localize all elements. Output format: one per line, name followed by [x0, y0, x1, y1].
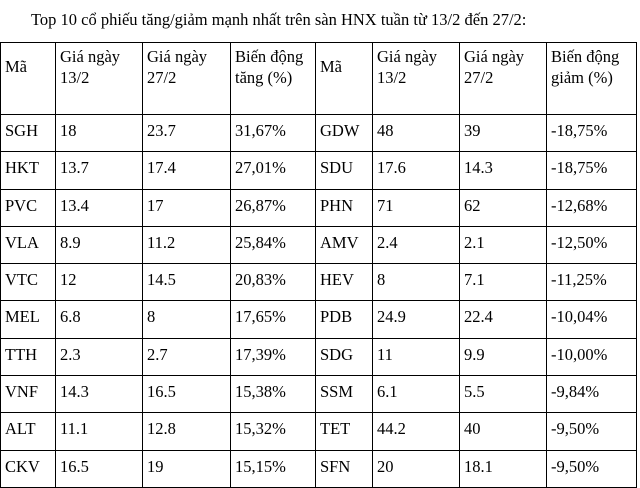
cell-gia-27-2-tang: 17 [143, 189, 231, 226]
cell-ma-tang: VNF [1, 376, 56, 413]
table-row [1, 264, 637, 301]
table-row [1, 413, 637, 450]
cell-bien-dong-giam: -10,04% [547, 301, 637, 338]
cell-gia-13-2-giam: 48 [373, 115, 460, 152]
cell-gia-13-2-tang: 13.4 [56, 189, 143, 226]
table-row [1, 376, 637, 413]
cell-bien-dong-giam: -10,00% [547, 338, 637, 375]
cell-gia-13-2-giam: 24.9 [373, 301, 460, 338]
cell-gia-27-2-giam: 7.1 [460, 264, 547, 301]
cell-gia-27-2-tang: 16.5 [143, 376, 231, 413]
table-row [1, 115, 637, 152]
cell-gia-27-2-giam: 18.1 [460, 450, 547, 487]
cell-ma-tang: MEL [1, 301, 56, 338]
cell-gia-27-2-giam: 40 [460, 413, 547, 450]
table-row [1, 189, 637, 226]
cell-bien-dong-giam: -9,50% [547, 413, 637, 450]
cell-ma-tang: VTC [1, 264, 56, 301]
cell-gia-27-2-tang: 17.4 [143, 152, 231, 189]
cell-bien-dong-tang: 31,67% [231, 115, 316, 152]
cell-gia-13-2-giam: 11 [373, 338, 460, 375]
cell-bien-dong-tang: 15,32% [231, 413, 316, 450]
header-gia-13-2-giam: Giá ngày 13/2 [373, 43, 460, 115]
cell-gia-13-2-giam: 8 [373, 264, 460, 301]
cell-gia-13-2-giam: 20 [373, 450, 460, 487]
table-row [1, 226, 637, 263]
cell-ma-giam: PHN [316, 189, 373, 226]
cell-gia-13-2-tang: 16.5 [56, 450, 143, 487]
cell-gia-27-2-tang: 14.5 [143, 264, 231, 301]
cell-gia-13-2-tang: 6.8 [56, 301, 143, 338]
cell-ma-giam: SDU [316, 152, 373, 189]
cell-gia-13-2-tang: 18 [56, 115, 143, 152]
cell-ma-giam: GDW [316, 115, 373, 152]
header-gia-27-2-tang: Giá ngày 27/2 [143, 43, 231, 115]
cell-bien-dong-tang: 20,83% [231, 264, 316, 301]
cell-ma-tang: PVC [1, 189, 56, 226]
header-gia-27-2-giam: Giá ngày 27/2 [460, 43, 547, 115]
cell-gia-27-2-giam: 5.5 [460, 376, 547, 413]
cell-bien-dong-giam: -9,50% [547, 450, 637, 487]
cell-ma-tang: ALT [1, 413, 56, 450]
table-row [1, 152, 637, 189]
cell-bien-dong-tang: 26,87% [231, 189, 316, 226]
cell-ma-tang: HKT [1, 152, 56, 189]
cell-gia-27-2-tang: 8 [143, 301, 231, 338]
cell-bien-dong-tang: 17,65% [231, 301, 316, 338]
cell-gia-13-2-giam: 17.6 [373, 152, 460, 189]
cell-ma-tang: TTH [1, 338, 56, 375]
cell-gia-27-2-giam: 62 [460, 189, 547, 226]
cell-ma-tang: VLA [1, 226, 56, 263]
cell-gia-13-2-giam: 44.2 [373, 413, 460, 450]
cell-gia-13-2-giam: 2.4 [373, 226, 460, 263]
cell-gia-13-2-tang: 8.9 [56, 226, 143, 263]
cell-bien-dong-tang: 27,01% [231, 152, 316, 189]
cell-ma-giam: SFN [316, 450, 373, 487]
cell-bien-dong-tang: 15,15% [231, 450, 316, 487]
cell-gia-13-2-tang: 14.3 [56, 376, 143, 413]
header-ma-giam: Mã [316, 43, 373, 115]
cell-gia-27-2-giam: 14.3 [460, 152, 547, 189]
cell-bien-dong-giam: -11,25% [547, 264, 637, 301]
cell-ma-tang: CKV [1, 450, 56, 487]
cell-bien-dong-tang: 17,39% [231, 338, 316, 375]
cell-bien-dong-giam: -12,50% [547, 226, 637, 263]
cell-ma-giam: HEV [316, 264, 373, 301]
table-title: Top 10 cổ phiếu tăng/giảm mạnh nhất trên sàn HNX tuần từ 13/2 đến 27/2: [31, 10, 527, 29]
header-bien-dong-tang: Biến động tăng (%) [231, 43, 316, 115]
stock-table [0, 42, 637, 488]
cell-ma-giam: AMV [316, 226, 373, 263]
table-row [1, 301, 637, 338]
cell-bien-dong-giam: -18,75% [547, 152, 637, 189]
cell-gia-13-2-tang: 11.1 [56, 413, 143, 450]
cell-ma-giam: PDB [316, 301, 373, 338]
cell-gia-27-2-giam: 22.4 [460, 301, 547, 338]
cell-gia-27-2-tang: 12.8 [143, 413, 231, 450]
cell-gia-27-2-tang: 2.7 [143, 338, 231, 375]
cell-gia-27-2-tang: 23.7 [143, 115, 231, 152]
cell-gia-13-2-tang: 12 [56, 264, 143, 301]
header-gia-13-2-tang: Giá ngày 13/2 [56, 43, 143, 115]
cell-ma-giam: SSM [316, 376, 373, 413]
cell-gia-13-2-tang: 13.7 [56, 152, 143, 189]
table-row [1, 450, 637, 487]
cell-bien-dong-tang: 15,38% [231, 376, 316, 413]
cell-ma-giam: TET [316, 413, 373, 450]
cell-bien-dong-giam: -18,75% [547, 115, 637, 152]
cell-gia-13-2-giam: 71 [373, 189, 460, 226]
table-row [1, 338, 637, 375]
cell-ma-giam: SDG [316, 338, 373, 375]
cell-bien-dong-giam: -12,68% [547, 189, 637, 226]
table-header-row [1, 43, 637, 115]
cell-gia-13-2-tang: 2.3 [56, 338, 143, 375]
cell-gia-13-2-giam: 6.1 [373, 376, 460, 413]
cell-gia-27-2-tang: 19 [143, 450, 231, 487]
cell-gia-27-2-giam: 39 [460, 115, 547, 152]
cell-bien-dong-tang: 25,84% [231, 226, 316, 263]
cell-gia-27-2-tang: 11.2 [143, 226, 231, 263]
cell-bien-dong-giam: -9,84% [547, 376, 637, 413]
header-bien-dong-giam: Biến động giảm (%) [547, 43, 637, 115]
cell-gia-27-2-giam: 2.1 [460, 226, 547, 263]
cell-gia-27-2-giam: 9.9 [460, 338, 547, 375]
cell-ma-tang: SGH [1, 115, 56, 152]
header-ma-tang: Mã [1, 43, 56, 115]
